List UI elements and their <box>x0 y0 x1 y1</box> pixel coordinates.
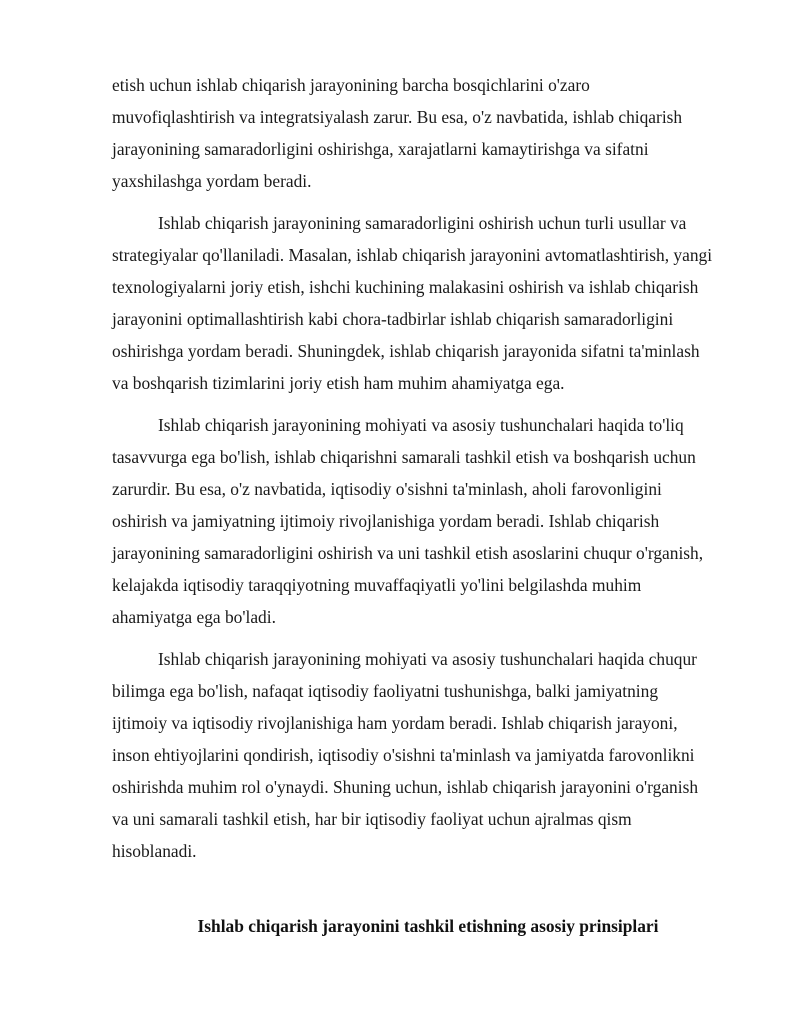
section-heading: Ishlab chiqarish jarayonini tashkil etishning asosiy prinsiplari <box>197 916 659 936</box>
text-line: jarayonining samaradorligini oshirish va uni tashkil etish asoslarini chuqur o'rganish, <box>112 543 704 563</box>
text-line: oshirish va jamiyatning ijtimoiy rivojlanishiga yordam beradi. Ishlab chiqarish <box>112 511 660 531</box>
text-line: muvofiqlashtirish va integratsiyalash zarur. Bu esa, o'z navbatida, ishlab chiqarish <box>112 107 683 127</box>
text-line: yaxshilashga yordam beradi. <box>112 171 312 191</box>
text-line: inson ehtiyojlarini qondirish, iqtisodiy o'sishni ta'minlash va jamiyatda farovonlikni <box>112 745 695 765</box>
text-line: jarayonini optimallashtirish kabi chora-tadbirlar ishlab chiqarish samaradorligini <box>112 309 674 329</box>
text-line: zarurdir. Bu esa, o'z navbatida, iqtisodiy o'sishni ta'minlash, aholi farovonligini <box>112 479 662 499</box>
text-line: Ishlab chiqarish jarayonining mohiyati va asosiy tushunchalari haqida chuqur <box>158 649 697 669</box>
text-line: hisoblanadi. <box>112 841 197 861</box>
text-line: oshirishda muhim rol o'ynaydi. Shuning uchun, ishlab chiqarish jarayonini o'rganish <box>112 777 699 797</box>
text-line: jarayonining samaradorligini oshirishga, xarajatlarni kamaytirishga va sifatni <box>112 139 649 159</box>
text-line: va uni samarali tashkil etish, har bir iqtisodiy faoliyat uchun ajralmas qism <box>112 809 632 829</box>
text-line: va boshqarish tizimlarini joriy etish ham muhim ahamiyatga ega. <box>112 373 565 393</box>
text-line: oshirishga yordam beradi. Shuningdek, ishlab chiqarish jarayonida sifatni ta'minlash <box>112 341 700 361</box>
text-line: ahamiyatga ega bo'ladi. <box>112 607 276 627</box>
text-line: etish uchun ishlab chiqarish jarayonining barcha bosqichlarini o'zaro <box>112 75 590 95</box>
text-line: strategiyalar qo'llaniladi. Masalan, ishlab chiqarish jarayonini avtomatlashtirish, yangi <box>112 245 713 265</box>
text-line: kelajakda iqtisodiy taraqqiyotning muvaffaqiyatli yo'lini belgilashda muhim <box>112 575 642 595</box>
text-line: Ishlab chiqarish jarayonining mohiyati va asosiy tushunchalari haqida to'liq <box>158 415 684 435</box>
text-line: ijtimoiy va iqtisodiy rivojlanishiga ham yordam beradi. Ishlab chiqarish jarayoni, <box>112 713 678 733</box>
text-line: bilimga ega bo'lish, nafaqat iqtisodiy faoliyatni tushunishga, balki jamiyatning <box>112 681 659 701</box>
text-line: Ishlab chiqarish jarayonining samaradorligini oshirish uchun turli usullar va <box>158 213 687 233</box>
text-line: texnologiyalarni joriy etish, ishchi kuchining malakasini oshirish va ishlab chiqarish <box>112 277 699 297</box>
text-line: tasavvurga ega bo'lish, ishlab chiqarishni samarali tashkil etish va boshqarish uchun <box>112 447 696 467</box>
